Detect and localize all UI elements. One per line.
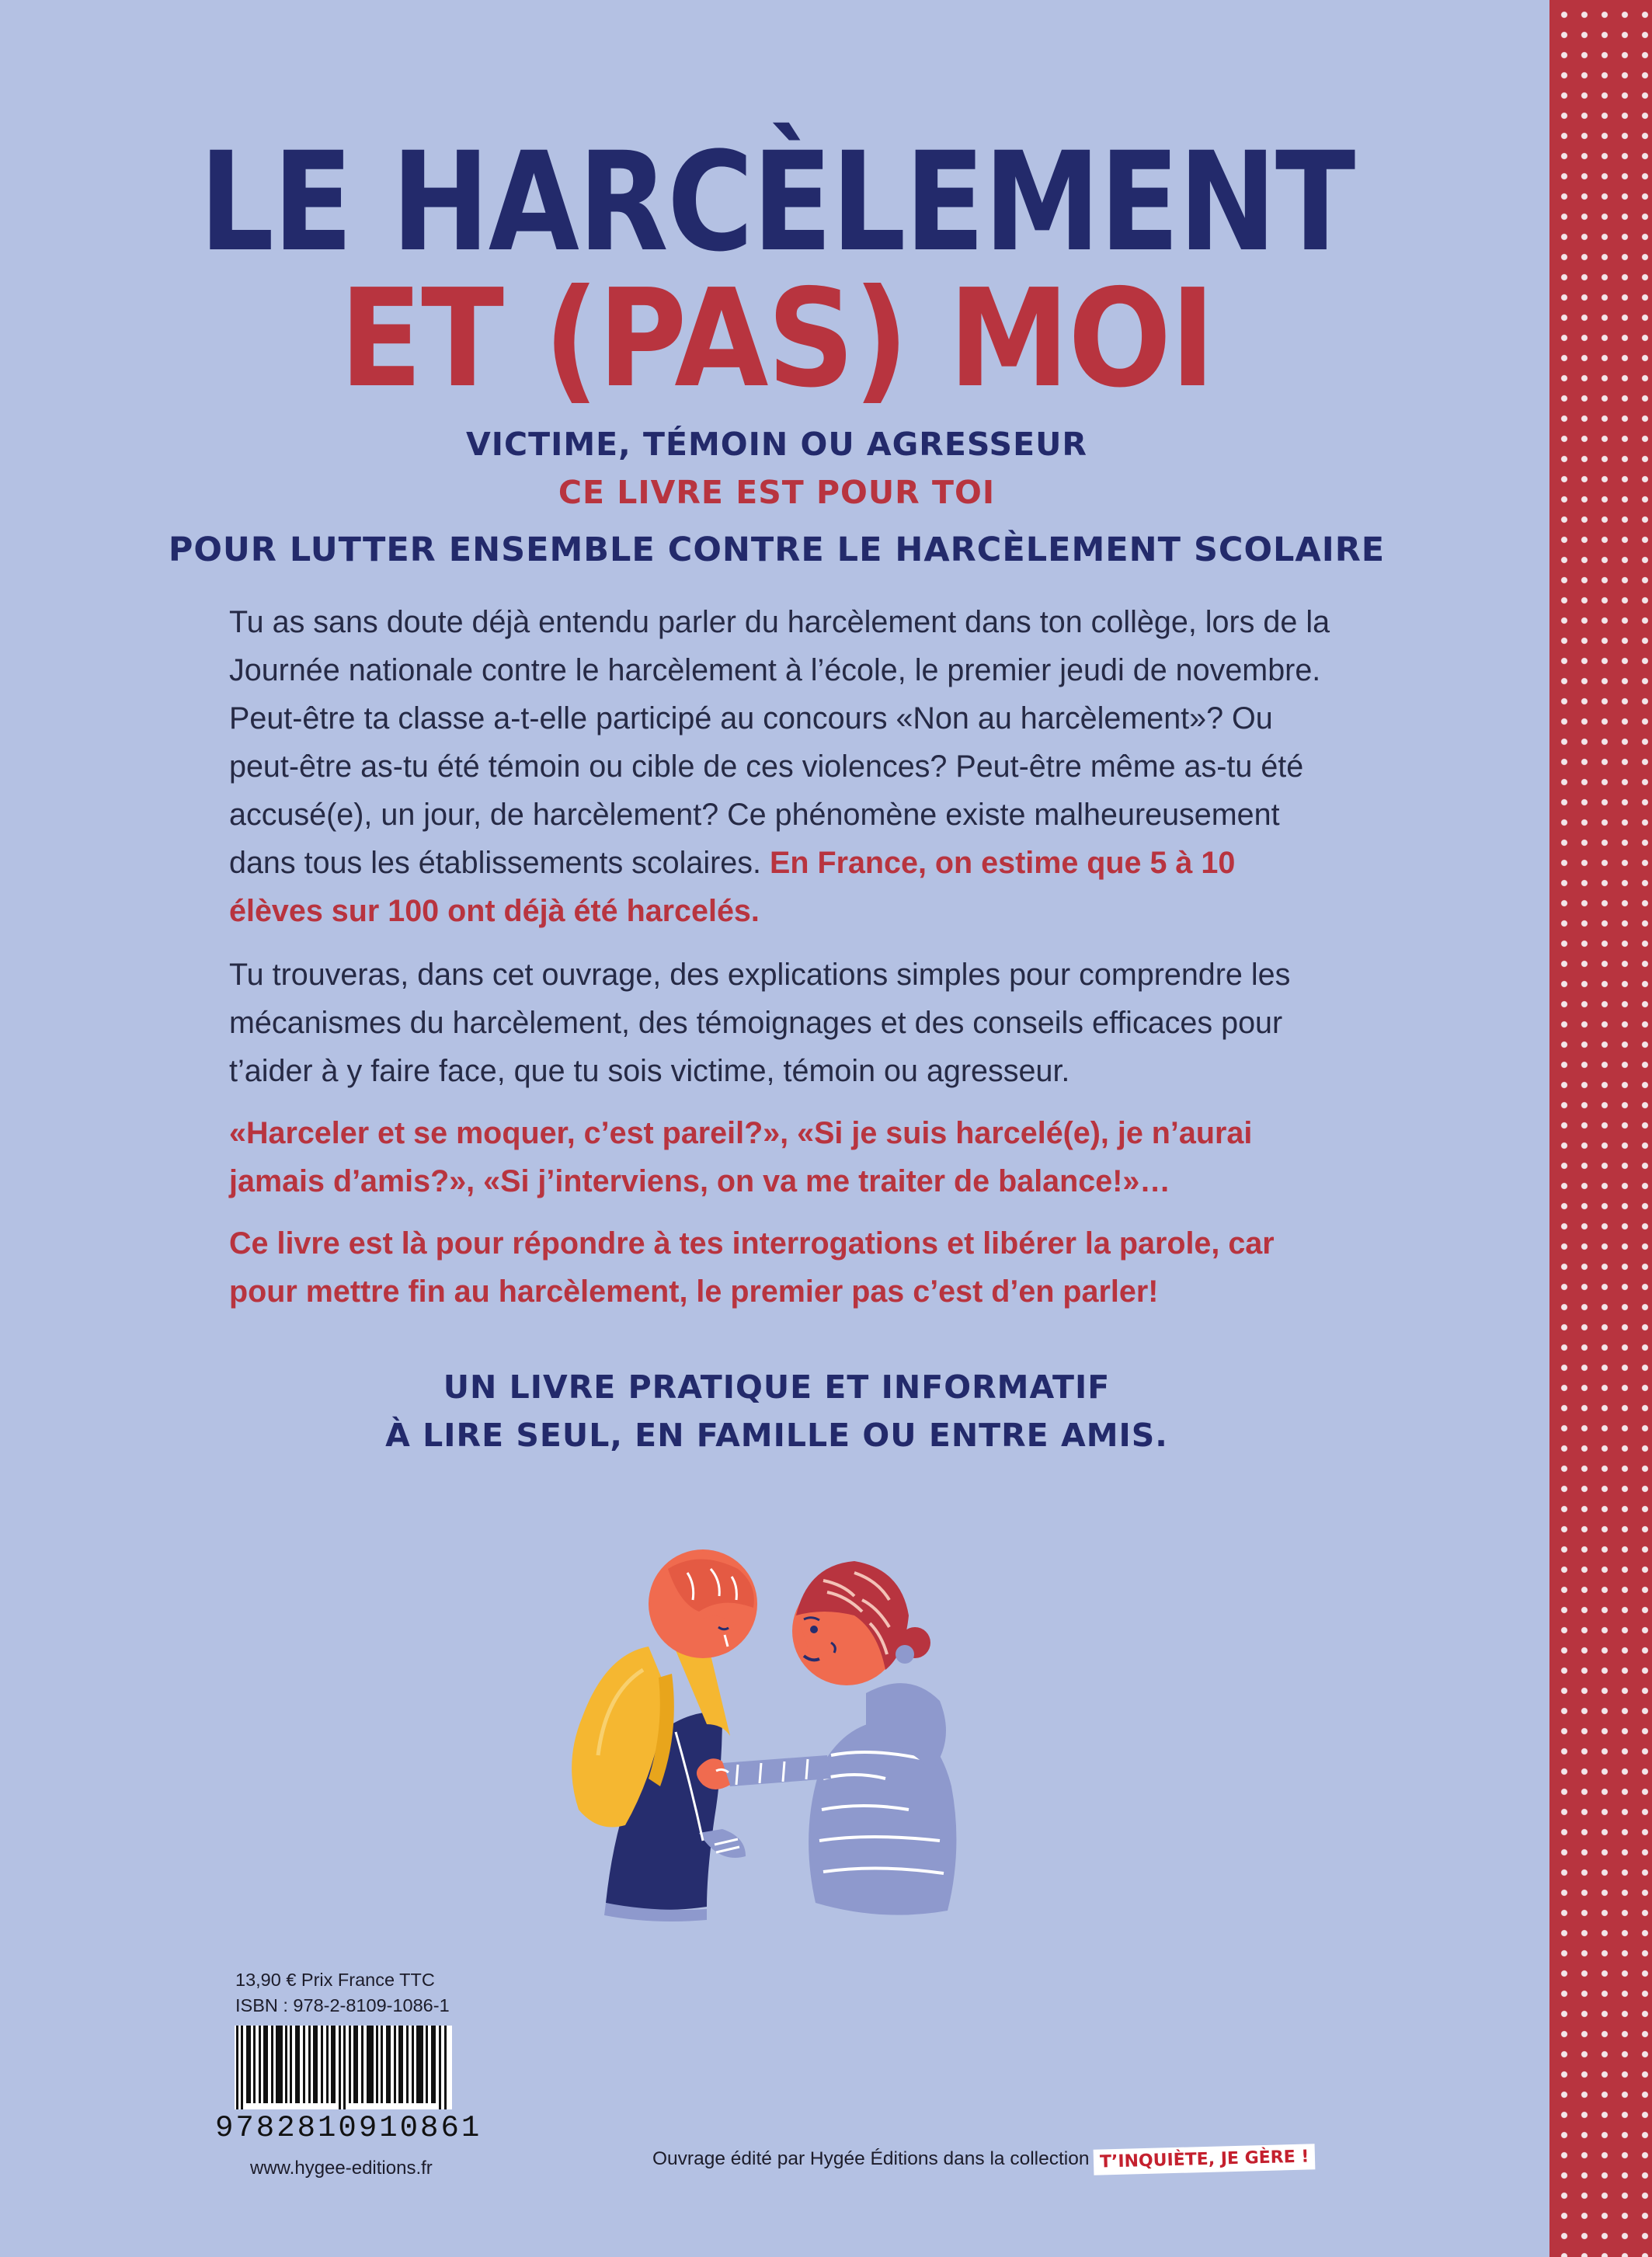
publisher-website: www.hygee-editions.fr — [250, 2158, 433, 2179]
paragraph-questions: «Harceler et se moquer, c’est pareil?», «Si je suis harcelé(e), je n’aurai jamais d’amis?», «Si j’interviens, on va me traiter de balance!»… — [229, 1116, 1253, 1198]
paragraph-intro — [229, 598, 1332, 935]
title-line-2: ET (PAS) MOI — [339, 260, 1214, 418]
collection-badge: T’INQUIÈTE, JE GÈRE ! — [1094, 2144, 1316, 2175]
polka-dot-spine — [1549, 0, 1652, 2257]
paragraph-intro-highlight: En France, on estime que 5 à 10 élèves sur 100 ont déjà été harcelés. — [229, 846, 1236, 928]
subtitle-mission: POUR LUTTER ENSEMBLE CONTRE LE HARCÈLEMENT SCOLAIRE — [168, 530, 1386, 569]
publisher-note — [652, 2147, 1316, 2172]
paragraph-content: Tu trouveras, dans cet ouvrage, des explications simples pour comprendre les mécanismes du harcèlement, des témoignages et des conseils efficaces pour t’aider à y faire face, que tu sois victime, témoin ou agresseur. — [229, 958, 1291, 1088]
barcode-digits: 9782810910861 — [215, 2111, 482, 2145]
subtitle-for-you: CE LIVRE EST POUR TOI — [558, 474, 996, 511]
barcode-image — [235, 2026, 452, 2109]
isbn-text: ISBN : 978-2-8109-1086-1 — [235, 1995, 450, 2015]
tagline-line-1: UN LIVRE PRATIQUE ET INFORMATIF — [443, 1368, 1111, 1406]
paragraph-intro-text: Tu as sans doute déjà entendu parler du harcèlement dans ton collège, lors de la Journée nationale contre le harcèlement à l’école, le premier jeudi de novembre. Peut-être ta classe a-t-elle participé au concours «Non au harcèlement»? Ou peut-être as-tu été témoin ou cible de ces violences? Peut-être même as-tu été accusé(e), un jour, de harcèlement? Ce phénomène existe malheureusement dans tous les établissements scolaires. — [229, 605, 1330, 880]
subtitle-audience: VICTIME, TÉMOIN OU AGRESSEUR — [466, 426, 1087, 463]
publisher-note-text: Ouvrage édité par Hygée Éditions dans la collection — [652, 2148, 1090, 2169]
tagline-line-2: À LIRE SEUL, EN FAMILLE OU ENTRE AMIS. — [385, 1417, 1168, 1454]
price-and-isbn — [235, 1967, 450, 2019]
children-illustration — [489, 1538, 1080, 1942]
price-text: 13,90 € Prix France TTC — [235, 1970, 435, 1990]
boy-figure — [572, 1549, 757, 1921]
title-line-1: LE HARCÈLEMENT — [199, 123, 1355, 282]
paragraph-purpose: Ce livre est là pour répondre à tes interrogations et libérer la parole, car pour mettre fin au harcèlement, le premier pas c’est d’en parler! — [229, 1226, 1275, 1309]
